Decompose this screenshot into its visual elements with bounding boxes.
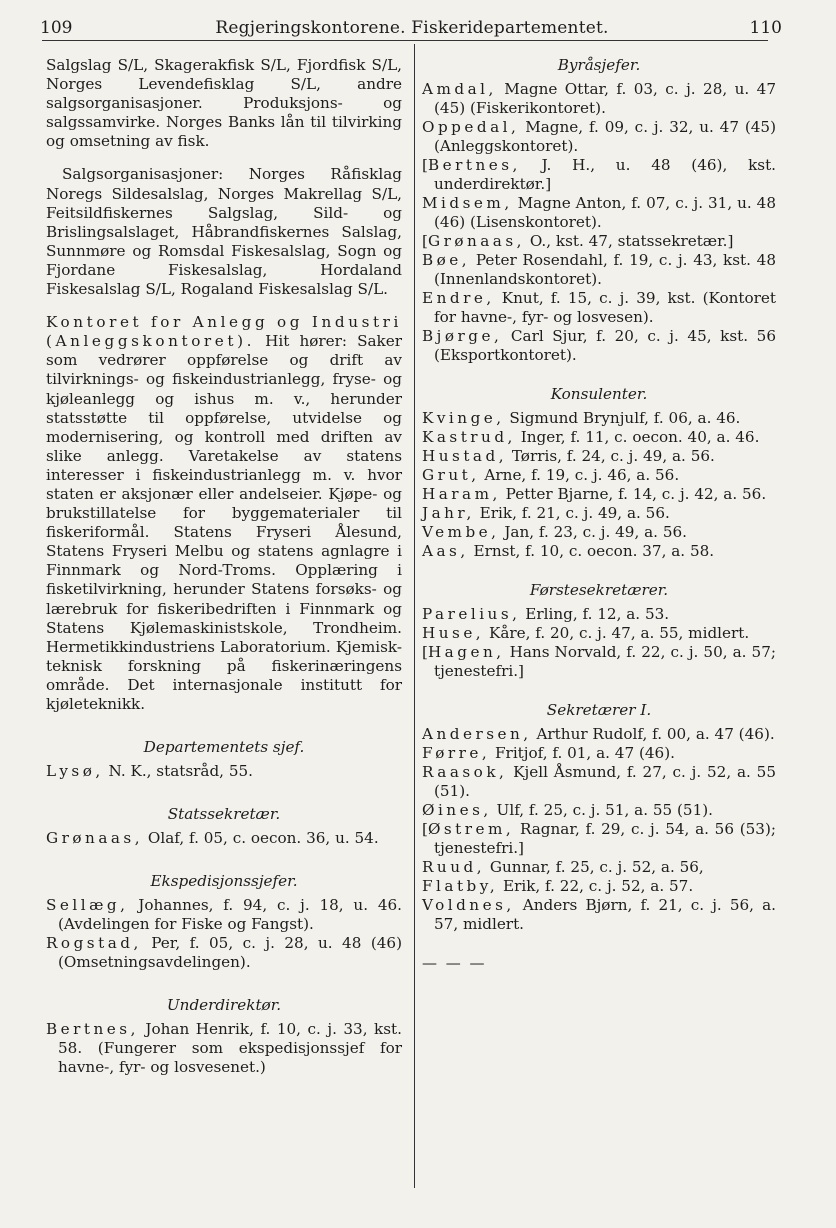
kontor-body: Hit hører: Saker som vedrører oppførelse og drift av tilvirknings- og fiskeindustrianlegg, fryse- og kjøleanlegg og ishus m. v., herunder statsstøtte til oppførelse, utvidelse og modernisering, og kontroll med driften av slike anlegg. Varetakelse av statens interesser i fiskeindustrianlegg m. v. hvor staten er aksjonær eller andelseier. Kjøpe- og brukstillatelse for byggematerialer til fiskeriformål. Statens Fryseri Ålesund, Statens Fryseri Melbu og statens agnlagre i Finnmark og Nord-Troms. Opplæring i fisketilvirkning, herunder Statens forsøks- og lærebruk for fiskeribedriften i Finnmark og Statens Kjølemaskinistskole, Trondheim. Hermetikkindustriens Laboratorium. Kjemisk-teknisk forskning på fiskerinæringens område. Det internasjonale institutt for kjøleteknikk. <box>46 332 402 713</box>
end-mark: — — — <box>422 954 487 972</box>
staff-entry <box>422 605 776 624</box>
page-number-right: 110 <box>749 18 782 38</box>
staff-details: O., kst. 47, statssekretær.] <box>525 232 734 250</box>
staff-name: Sellæg, <box>46 896 129 915</box>
staff-entry <box>46 1020 402 1077</box>
staff-entry <box>422 289 776 327</box>
staff-name: Hustad, <box>422 447 508 465</box>
staff-name: Bøe, <box>422 251 471 269</box>
staff-details: Gunnar, f. 25, c. j. 52, a. 56, <box>485 858 704 876</box>
staff-details: Knut, f. 15, c. j. 39, kst. (Kontoret for havne-, fyr- og losvesen). <box>434 289 776 326</box>
staff-details: Fritjof, f. 01, a. 47 (46). <box>490 744 675 762</box>
staff-name: Aas, <box>422 542 469 560</box>
staff-name: Oppedal, <box>422 118 520 136</box>
staff-details: Sigmund Brynjulf, f. 06, a. 46. <box>504 409 741 427</box>
right-column <box>422 56 776 973</box>
staff-details: Kjell Åsmund, f. 27, c. j. 52, a. 55 (51). <box>434 763 776 800</box>
staff-name: Øines, <box>422 801 492 819</box>
staff-name: Lysø, <box>46 762 104 781</box>
staff-name: Grønaas, <box>427 232 525 250</box>
staff-entry <box>422 466 776 485</box>
staff-details: Carl Sjur, f. 20, c. j. 45, kst. 56 (Eksportkontoret). <box>434 327 776 364</box>
section-title: Ekspedisjonssjefer. <box>150 872 298 891</box>
staff-entry <box>422 763 776 801</box>
staff-name: Kastrud, <box>422 428 516 446</box>
staff-name: Amdal, <box>422 80 497 98</box>
staff-entry <box>422 523 776 542</box>
staff-details: Tørris, f. 24, c. j. 49, a. 56. <box>507 447 715 465</box>
staff-name: Vembe, <box>422 523 500 541</box>
staff-entry <box>422 251 776 289</box>
section-title: Sekretærer I. <box>546 701 652 719</box>
staff-details: Ernst, f. 10, c. oecon. 37, a. 58. <box>468 542 715 560</box>
staff-entry <box>422 896 776 934</box>
staff-section <box>46 805 402 848</box>
staff-name: Bertnes, <box>427 156 521 174</box>
header-rule <box>42 40 768 41</box>
intro-paragraph: Salgslag S/L, Skagerakfisk S/L, Fjordfisk S/L, Norges Levendefisklag S/L, andre salgsorganisasjoner. Produksjons- og salgssamvirke. Norges Banks lån til tilvirking og omsetning av fisk. <box>46 56 402 151</box>
left-staff-sections <box>46 738 402 1077</box>
sales-organizations-paragraph: Salgsorganisasjoner: Norges Råfisklag Noregs Sildesalslag, Norges Makrellag S/L, Feitsildfiskernes Salgslag, Sild- og Brislingsalslaget, Håbrandfiskernes Salslag, Sunnmøre og Romsdal Fiskesalslag, Sogn og Fjordane Fiskesalslag, Hordaland Fiskesalslag S/L, Rogaland Fiskesalslag S/L. <box>46 165 402 299</box>
right-staff-sections <box>422 56 776 934</box>
staff-section <box>46 738 402 781</box>
staff-section <box>422 56 776 365</box>
staff-entry <box>46 896 402 934</box>
staff-details: Jan, f. 23, c. j. 49, a. 56. <box>499 523 687 541</box>
staff-details: Anders Bjørn, f. 21, c. j. 56, a. 57, midlert. <box>434 896 776 933</box>
staff-details: Olaf, f. 05, c. oecon. 36, u. 54. <box>143 829 379 848</box>
staff-details: J. H., u. 48 (46), kst. underdirektør.] <box>434 156 776 193</box>
staff-details: Per, f. 05, c. j. 28, u. 48 (46) (Omsetningsavdelingen). <box>58 934 402 972</box>
staff-name: Ruud, <box>422 858 486 876</box>
running-title: Regjeringskontorene. Fiskeridepartementet. <box>215 18 609 38</box>
staff-details: N. K., statsråd, 55. <box>103 762 253 781</box>
staff-entry <box>422 80 776 118</box>
staff-details: Erik, f. 21, c. j. 49, a. 56. <box>474 504 670 522</box>
staff-entry <box>422 232 776 251</box>
staff-entry <box>422 744 776 763</box>
kontor-heading: Kontoret for Anlegg og Industri (Anleggskontoret). <box>46 313 402 351</box>
staff-name: Rogstad, <box>46 934 142 953</box>
staff-details: Ulf, f. 25, c. j. 51, a. 55 (51). <box>491 801 714 819</box>
section-title: Konsulenter. <box>550 385 648 403</box>
staff-name: Midsem, <box>422 194 513 212</box>
staff-entry <box>422 624 776 643</box>
staff-name: Haram, <box>422 485 501 503</box>
bracket-prefix: [ <box>422 232 428 250</box>
kontor-section <box>46 313 402 714</box>
staff-entry <box>46 829 402 848</box>
staff-name: Raasok, <box>422 763 508 781</box>
staff-name: Østrem, <box>427 820 515 838</box>
staff-details: Magne Ottar, f. 03, c. j. 28, u. 47 (45) (Fiskerikontoret). <box>434 80 776 117</box>
section-title: Underdirektør. <box>166 996 282 1015</box>
staff-details: Peter Rosendahl, f. 19, c. j. 43, kst. 48 (Innenlandskontoret). <box>434 251 776 288</box>
staff-entry <box>422 194 776 232</box>
staff-section <box>422 385 776 561</box>
staff-entry <box>422 118 776 156</box>
left-column <box>46 56 402 1101</box>
staff-details: Hans Norvald, f. 22, c. j. 50, a. 57; tjenestefri.] <box>434 643 776 680</box>
staff-name: Bjørge, <box>422 327 503 345</box>
staff-entry <box>422 428 776 447</box>
staff-details: Ragnar, f. 29, c. j. 54, a. 56 (53); tjenestefri.] <box>434 820 776 857</box>
staff-entry <box>422 858 776 877</box>
staff-details: Erling, f. 12, a. 53. <box>520 605 670 623</box>
staff-name: Flatby, <box>422 877 499 895</box>
staff-details: Johannes, f. 94, c. j. 18, u. 46. (Avdelingen for Fiske og Fangst). <box>58 896 402 934</box>
staff-details: Kåre, f. 20, c. j. 47, a. 55, midlert. <box>484 624 750 642</box>
staff-section <box>422 581 776 681</box>
staff-name: Andersen, <box>422 725 532 743</box>
staff-name: Bertnes, <box>46 1020 139 1039</box>
staff-entry <box>422 409 776 428</box>
section-title: Departementets sjef. <box>143 738 305 757</box>
staff-name: Førre, <box>422 744 491 762</box>
staff-details: Arthur Rudolf, f. 00, a. 47 (46). <box>531 725 775 743</box>
staff-entry <box>422 643 776 681</box>
bracket-prefix: [ <box>422 156 428 174</box>
staff-section <box>422 701 776 934</box>
staff-entry <box>46 934 402 972</box>
section-title: Statssekretær. <box>167 805 281 824</box>
staff-details: Erik, f. 22, c. j. 52, a. 57. <box>498 877 694 895</box>
staff-name: Huse, <box>422 624 485 642</box>
staff-details: Inger, f. 11, c. oecon. 40, a. 46. <box>515 428 760 446</box>
staff-name: Parelius, <box>422 605 521 623</box>
page-number-left: 109 <box>40 18 73 38</box>
staff-entry <box>422 877 776 896</box>
staff-name: Jahr, <box>422 504 475 522</box>
column-divider <box>414 44 415 1188</box>
staff-details: Magne, f. 09, c. j. 32, u. 47 (45) (Anleggskontoret). <box>434 118 776 155</box>
staff-name: Hagen, <box>427 643 505 661</box>
staff-name: Voldnes, <box>422 896 515 914</box>
staff-entry <box>422 725 776 744</box>
staff-details: Magne Anton, f. 07, c. j. 31, u. 48 (46) (Lisenskontoret). <box>434 194 776 231</box>
staff-details: Johan Henrik, f. 10, c. j. 33, kst. 58. (Fungerer som ekspedisjonssjef for havne-, fyr- og losvesenet.) <box>58 1020 402 1077</box>
staff-name: Grønaas, <box>46 829 144 848</box>
section-title: Byråsjefer. <box>557 56 641 74</box>
staff-entry <box>46 762 402 781</box>
staff-entry <box>422 504 776 523</box>
section-title: Førstesekretærer. <box>529 581 669 599</box>
staff-section <box>46 872 402 972</box>
staff-entry <box>422 820 776 858</box>
staff-entry <box>422 801 776 820</box>
staff-details: Petter Bjarne, f. 14, c. j. 42, a. 56. <box>500 485 767 503</box>
staff-name: Kvinge, <box>422 409 505 427</box>
staff-entry <box>422 156 776 194</box>
staff-name: Grut, <box>422 466 480 484</box>
bracket-prefix: [ <box>422 820 428 838</box>
bracket-prefix: [ <box>422 643 428 661</box>
staff-name: Endre, <box>422 289 495 307</box>
staff-entry <box>422 327 776 365</box>
staff-entry <box>422 447 776 466</box>
staff-section <box>46 996 402 1077</box>
staff-details: Arne, f. 19, c. j. 46, a. 56. <box>479 466 680 484</box>
staff-entry <box>422 485 776 504</box>
staff-entry <box>422 542 776 561</box>
